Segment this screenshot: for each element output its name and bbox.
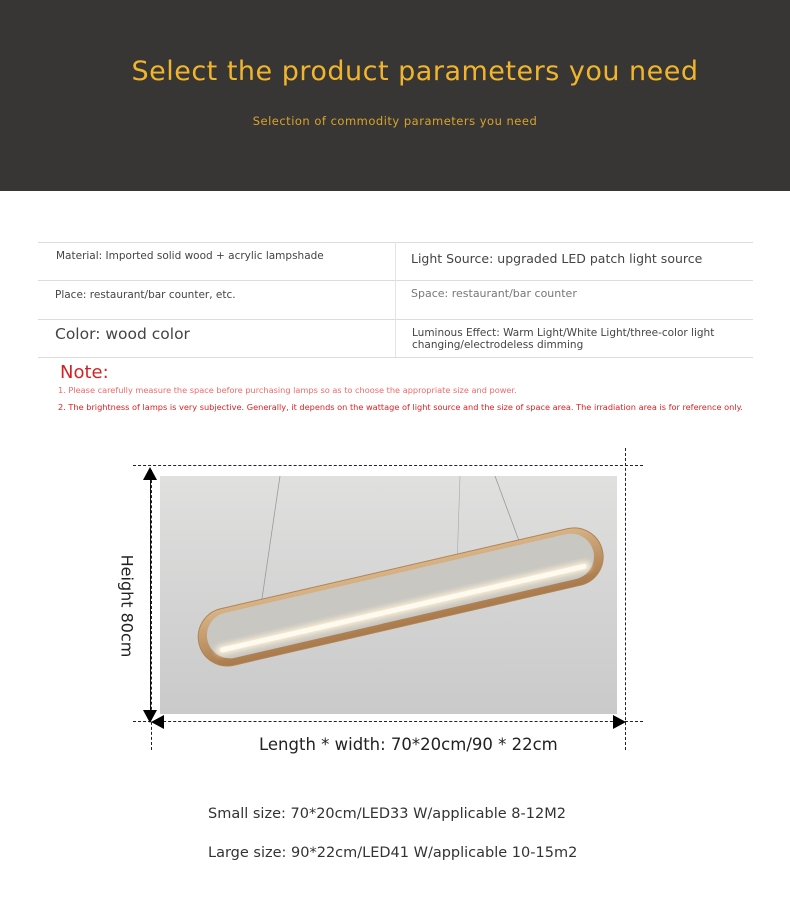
dimension-label: Length * width: 70*20cm/90 * 22cm [259, 735, 558, 754]
header-banner [0, 0, 790, 191]
param-luminous-line2: changing/electrodeless dimming [412, 339, 584, 351]
note-title: Note: [60, 362, 109, 383]
param-space: Space: restaurant/bar counter [411, 287, 577, 300]
product-photo [160, 476, 617, 714]
param-color: Color: wood color [55, 325, 190, 343]
dimension-guide-left [151, 470, 152, 750]
dimension-guide-right [625, 448, 626, 750]
height-label: Height 80cm [117, 554, 137, 658]
page-title: Select the product parameters you need [131, 56, 699, 87]
arrow-up-icon [143, 467, 157, 480]
table-column-divider [395, 242, 396, 357]
height-dimension-line [150, 478, 151, 716]
arrow-left-icon [151, 715, 164, 729]
dimension-guide-bottom [133, 721, 643, 722]
param-light-source: Light Source: upgraded LED patch light source [411, 251, 703, 266]
table-divider [38, 357, 753, 358]
param-place: Place: restaurant/bar counter, etc. [55, 289, 236, 301]
small-size-spec: Small size: 70*20cm/LED33 W/applicable 8-12M2 [208, 806, 566, 822]
pendant-lamp-illustration [160, 476, 617, 714]
lamp-ring [192, 522, 608, 672]
large-size-spec: Large size: 90*22cm/LED41 W/applicable 10-15m2 [208, 845, 578, 861]
dimension-guide-top [133, 465, 643, 466]
param-material: Material: Imported solid wood + acrylic lampshade [56, 250, 324, 262]
note-line-2: 2. The brightness of lamps is very subjective. Generally, it depends on the wattage of light source and the size of space area. The irradiation area is for reference only. [58, 402, 743, 412]
param-luminous-effect [412, 327, 714, 351]
note-line-1: 1. Please carefully measure the space before purchasing lamps so as to choose the appropriate size and power. [58, 385, 517, 395]
arrow-right-icon [613, 715, 626, 729]
param-luminous-line1: Luminous Effect: Warm Light/White Light/three-color light [412, 327, 715, 339]
page-subtitle: Selection of commodity parameters you need [252, 114, 538, 128]
